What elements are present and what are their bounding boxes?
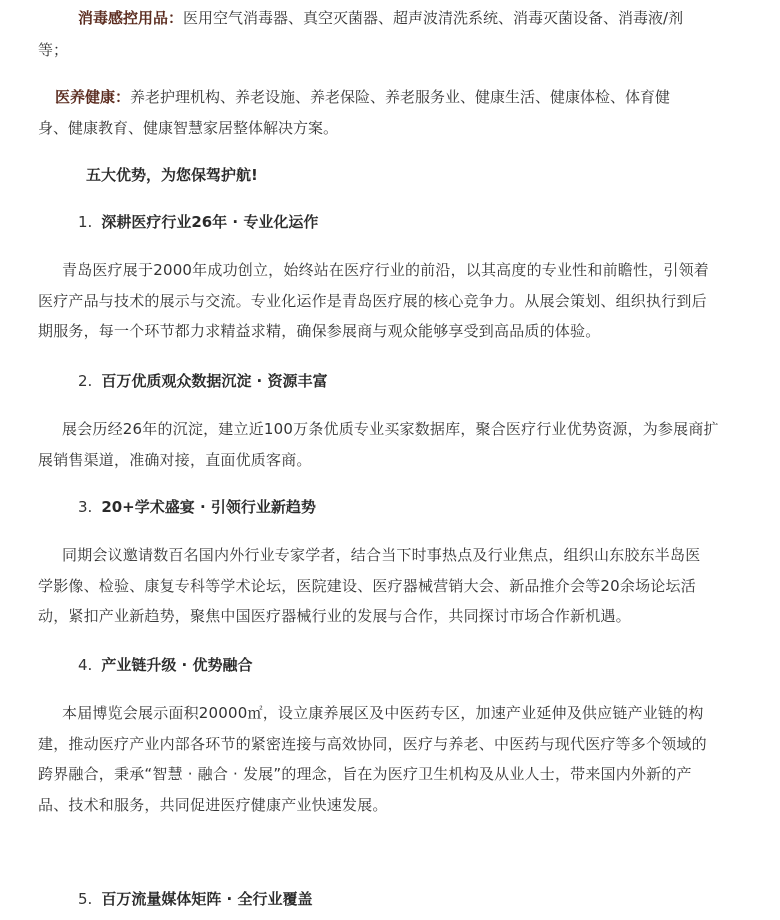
section-2-title: 百万优质观众数据沉淀 · 资源丰富 <box>101 372 328 390</box>
section-4-line: 品、技术和服务，共同促进医疗健康产业快速发展。 <box>38 795 388 814</box>
section-2-number: 2. <box>78 372 93 390</box>
section-3-heading <box>78 495 316 519</box>
disinfection-line-2: 等； <box>38 41 69 59</box>
section-2-line: 展销售渠道，准确对接，直面优质客商。 <box>38 450 312 469</box>
health-line-2: 身、健康教育、健康智慧家居整体解决方案。 <box>38 119 339 137</box>
health-label: 医养健康： <box>55 88 131 106</box>
section-4-title: 产业链升级 · 优势融合 <box>101 656 253 674</box>
health-items: 养老护理机构、养老设施、养老保险、养老服务业、健康生活、健康体检、体育健 <box>130 88 671 106</box>
section-5-title: 百万流量媒体矩阵 · 全行业覆盖 <box>101 890 313 908</box>
section-4-heading <box>78 653 252 677</box>
section-1-number: 1. <box>78 213 93 231</box>
section-4-body <box>38 698 750 820</box>
section-2-line: 展会历经26年的沉淀，建立近100万条优质专业买家数据库，聚合医疗行业优势资源，为参展商扩 <box>62 420 719 438</box>
section-3-line: 动，紧扣产业新趋势，聚焦中国医疗器械行业的发展与合作，共同探讨市场合作新机遇。 <box>38 607 631 625</box>
disinfection-label: 消毒感控用品： <box>78 9 184 27</box>
section-5-number: 5. <box>78 890 93 908</box>
section-1-line: 医疗产品与技术的展示与交流。专业化运作是青岛医疗展的核心竞争力。从展会策划、组织执行到后 <box>38 291 707 310</box>
section-2-heading <box>78 369 327 393</box>
section-1-line: 期服务，每一个环节都力求精益求精，确保参展商与观众能够享受到高品质的体验。 <box>38 322 601 340</box>
health-line-1 <box>55 85 670 109</box>
section-3-line: 同期会议邀请数百名国内外行业专家学者，结合当下时事热点及行业焦点，组织山东胶东半岛医 <box>62 546 701 564</box>
section-3-body <box>38 540 750 632</box>
advantages-heading: 五大优势，为您保驾护航! <box>86 166 258 184</box>
section-1-title: 深耕医疗行业26年 · 专业化运作 <box>101 213 319 231</box>
section-1-body <box>38 255 750 347</box>
section-4-number: 4. <box>78 656 93 674</box>
section-4-line: 跨界融合，秉承“智慧 · 融合 · 发展”的理念，旨在为医疗卫生机构及从业人士，带来国内外新的产 <box>38 765 692 783</box>
section-1-line: 青岛医疗展于2000年成功创立，始终站在医疗行业的前沿，以其高度的专业性和前瞻性，引领着 <box>62 261 709 279</box>
disinfection-line-1 <box>78 6 683 30</box>
section-4-line: 本届博览会展示面积20000㎡，设立康养展区及中医药专区，加速产业延伸及供应链产业链的构 <box>62 704 704 722</box>
section-3-title: 20+学术盛宴 · 引领行业新趋势 <box>101 498 316 516</box>
section-1-heading <box>78 210 318 234</box>
section-2-body <box>38 414 750 475</box>
section-3-line: 学影像、检验、康复专科等学术论坛，医院建设、医疗器械营销大会、新品推介会等20余场论坛活 <box>38 576 696 595</box>
section-5-heading <box>78 887 312 911</box>
section-4-line: 建，推动医疗产业内部各环节的紧密连接与高效协同，医疗与养老、中医药与现代医疗等多个领域的 <box>38 734 707 753</box>
disinfection-items: 医用空气消毒器、真空灭菌器、超声波清洗系统、消毒灭菌设备、消毒液/剂 <box>183 9 684 27</box>
section-3-number: 3. <box>78 498 93 516</box>
